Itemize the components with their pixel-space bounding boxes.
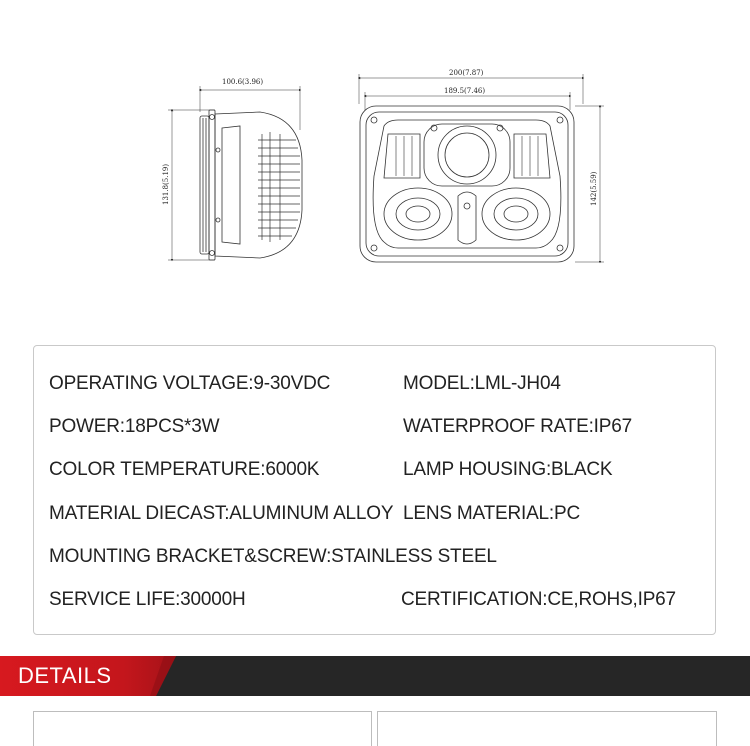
spec-waterproof-rate: WATERPROOF RATE:IP67 <box>403 416 632 437</box>
spec-service-life: SERVICE LIFE:30000H <box>49 589 246 610</box>
front-inner-width-dimension: 189.5(7.46) <box>444 87 486 95</box>
spec-operating-voltage: OPERATING VOLTAGE:9-30VDC <box>49 373 331 394</box>
front-outer-width-dimension: 200(7.87) <box>449 69 484 77</box>
spec-color-temperature: COLOR TEMPERATURE:6000K <box>49 459 320 480</box>
details-banner <box>0 656 750 696</box>
details-title: DETAILS <box>18 663 112 688</box>
side-view <box>168 86 302 260</box>
side-width-dimension: 100.6(3.96) <box>222 78 264 86</box>
spec-model: MODEL:LML-JH04 <box>403 373 561 394</box>
detail-panel-left <box>33 711 372 746</box>
specifications-box <box>33 345 716 635</box>
detail-panel-right <box>377 711 717 746</box>
spec-material: MATERIAL DIECAST:ALUMINUM ALLOY <box>49 503 394 524</box>
headlight-technical-drawing <box>0 0 750 330</box>
side-height-dimension: 131.8(5.19) <box>162 163 170 205</box>
spec-mounting-bracket: MOUNTING BRACKET&SCREW:STAINLESS STEEL <box>49 546 497 567</box>
spec-power: POWER:18PCS*3W <box>49 416 220 437</box>
front-height-dimension: 142(5.59) <box>590 171 598 206</box>
spec-lens-material: LENS MATERIAL:PC <box>403 503 580 524</box>
front-view <box>359 74 604 262</box>
spec-lamp-housing: LAMP HOUSING:BLACK <box>403 459 613 480</box>
spec-certification: CERTIFICATION:CE,ROHS,IP67 <box>401 589 676 610</box>
